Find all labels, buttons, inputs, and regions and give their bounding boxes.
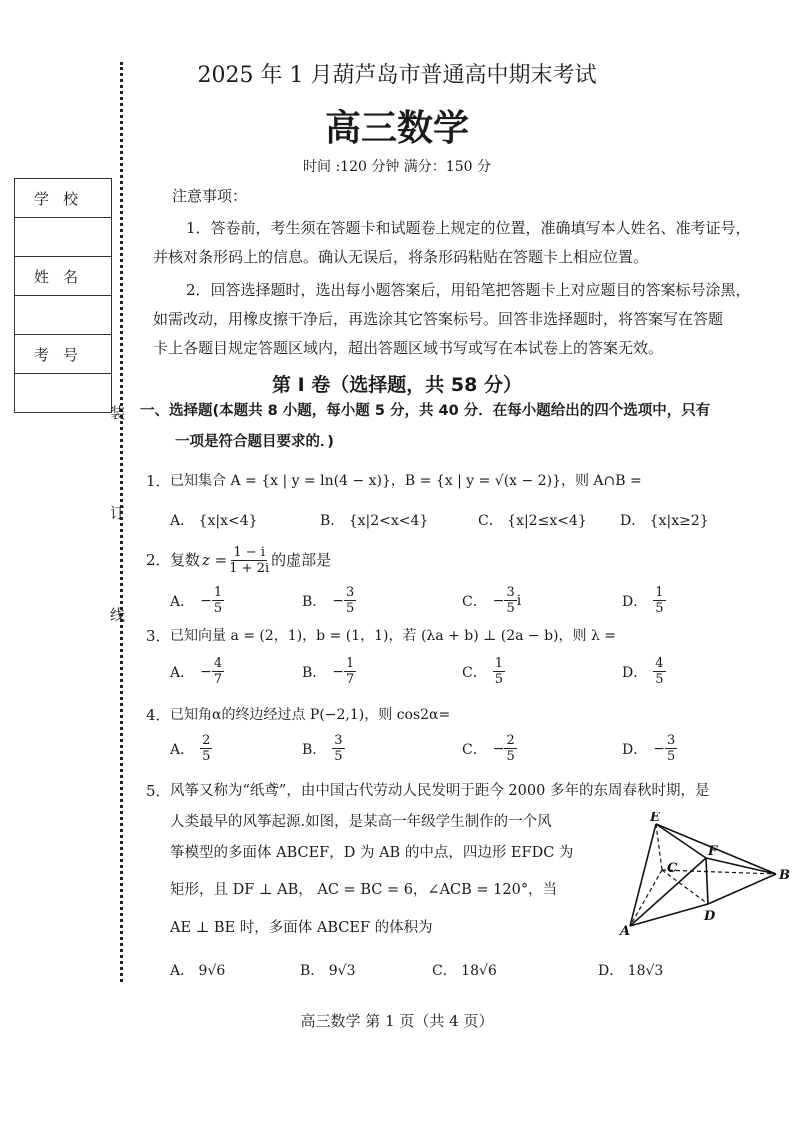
option-fraction [344,656,356,687]
notice-item1-a: 1．答卷前，考生须在答题卡和试题卷上规定的位置，准确填写本人姓名、准考证号， [186,219,751,237]
q3-option-b [302,656,356,687]
label-D: D [704,909,716,924]
edge-DB [708,874,776,904]
option-numerator: 3 [346,585,355,600]
option-fraction [332,733,344,764]
option-denominator: 5 [334,749,343,764]
option-sign: − [200,663,212,680]
notice-item2-a: 2．回答选择题时，选出每小题答案后，用铅笔把答题卡上对应题目的答案标号涂黑， [186,281,751,299]
label-A: A [620,924,631,938]
option-fraction [200,733,212,764]
name-label: 姓名 [15,257,111,296]
part1-line-a: 一、选择题(本题共 8 小题，每小题 5 分，共 40 分．在每小题给出的四个选项中，只有 [140,403,711,419]
q5-option-b: B． 9√3 [300,963,356,979]
option-sign: − [200,592,212,609]
option-denominator: 5 [666,749,676,764]
q4-option-c [462,733,517,764]
part1-line-b: 一项是符合题目要求的．) [175,434,334,450]
label-E: E [650,812,660,825]
option-fraction [212,585,224,616]
option-label: A． [170,593,195,610]
option-denominator: 5 [494,672,503,687]
subject-title: 高三数学 [324,108,469,149]
option-denominator: 5 [655,601,664,616]
question-3-stem: 已知向量 a = (2，1)，b = (1，1)，若 (λa + b) ⊥ (2a − b)，则 λ = [170,628,617,644]
option-numerator: 1 [346,656,355,671]
q5-option-c: C． 18√6 [432,963,497,979]
exam-no-label: 考号 [15,335,111,374]
q5-option-a: A． 9√6 [170,963,226,979]
option-label: C． [462,664,487,681]
option-fraction [493,656,505,687]
option-label: B． [302,593,327,610]
option-label: D． [622,664,648,681]
option-denominator: 5 [213,601,223,616]
school-label: 学校 [15,179,111,218]
option-numerator: 1 [213,585,223,600]
label-F: F [708,844,718,859]
question-1-stem: 已知集合 A = {x | y = ln(4 − x)}，B = {x | y = √(x − 2)}，则 A∩B = [170,473,642,489]
option-label: D． [622,741,648,758]
option-label: B． [302,664,327,681]
question-4-number: 4． [146,706,171,724]
q2-z: z = [202,551,228,569]
option-denominator: 7 [346,672,355,687]
option-numerator: 3 [666,733,676,748]
edge-EA [630,824,656,926]
option-denominator: 5 [506,601,515,616]
q1-option-c: C． {x|2≤x<4} [478,513,587,529]
q4-option-a [170,733,212,764]
q5-option-d: D． 18√3 [598,963,664,979]
option-numerator: 1 [494,656,503,671]
q2-stem-post: 的虚部是 [271,551,332,569]
notice-item2-c: 卡上各题目规定答题区域内，超出答题区域书写或写在本试卷上的答案无效。 [153,339,664,357]
school-blank [15,218,111,257]
option-fraction [344,585,356,616]
label-B: B [779,868,790,883]
option-numerator: 4 [213,656,223,671]
option-denominator: 5 [202,749,211,764]
edge-FB [706,858,776,874]
q1-option-b: B． {x|2<x<4} [320,513,429,529]
option-fraction [504,585,516,616]
q2-option-b [302,585,356,616]
option-sign: − [492,592,505,609]
option-denominator: 7 [213,672,223,687]
question-5-stem-e: AE ⊥ BE 时，多面体 ABCEF 的体积为 [170,920,433,936]
question-5-number: 5． [146,782,171,800]
option-fraction [653,656,665,687]
q2-option-a [170,585,224,616]
question-5-stem-d: 矩形，且 DF ⊥ AB， AC = BC = 6，∠ACB = 120°，当 [170,882,558,898]
option-label: C． [462,593,487,610]
option-label: B． [302,741,327,758]
q4-option-d [622,733,677,764]
polyhedron-figure [616,812,792,938]
seal-char-2: 订 [110,504,126,522]
q2-frac-num: 1 − i [233,544,265,560]
question-5-stem-b: 人类最早的风筝起源.如图，是某高一年级学生制作的一个风 [170,814,552,830]
option-fraction [212,656,224,687]
q2-option-c [462,585,521,616]
seal-char-3: 线 [110,606,126,624]
question-2-stem [170,540,331,580]
option-label: C． [462,741,487,758]
notice-item2-b: 如需改动，用橡皮擦干净后，再选涂其它答案标号。回答非选择题时，将答案写在答题 [153,310,724,328]
question-3-number: 3． [146,627,171,645]
q1-option-a: A． {x|x<4} [170,513,258,529]
edge-FD [706,858,708,904]
option-numerator: 1 [655,585,664,600]
page-footer: 高三数学 第 1 页（共 4 页） [300,1012,494,1030]
section-heading: 第 I 卷（选择题，共 58 分） [272,374,522,396]
option-fraction [665,733,677,764]
label-C: C [667,861,678,876]
option-numerator: 3 [334,733,343,748]
exam-title: 2025 年 1 月葫芦岛市普通高中期末考试 [197,63,597,88]
option-label: A． [170,664,195,681]
notice-item1-b: 并核对条形码上的信息。确认无误后，将条形码粘贴在答题卡上相应位置。 [153,248,649,266]
question-2-number: 2． [146,551,171,569]
option-suffix: i [516,592,522,609]
q4-option-b [302,733,345,764]
edge-EC [656,824,662,870]
question-1-number: 1． [146,472,171,490]
option-numerator: 2 [506,733,515,748]
question-5-stem-a: 风筝又称为“纸鸢”，由中国古代劳动人民发明于距今 2000 多年的东周春秋时期，是 [170,783,710,799]
q2-stem-pre: 复数 [170,551,201,569]
seal-char-1: 装 [110,404,126,422]
notice-heading: 注意事项： [172,187,248,205]
exam-meta: 时间 :120 分钟 满分：150 分 [303,159,491,175]
option-label: A． [170,741,195,758]
option-sign: − [492,740,505,757]
option-numerator: 4 [655,656,664,671]
name-blank [15,296,111,335]
q3-option-c [462,656,505,687]
q2-option-d [622,585,666,616]
option-fraction [504,733,516,764]
q2-frac-den: 1 + 2i [229,560,270,576]
option-sign: − [332,592,345,609]
q3-option-a [170,656,224,687]
option-denominator: 5 [346,601,355,616]
option-sign: − [332,663,345,680]
question-4-stem: 已知角α的终边经过点 P(−2,1)，则 cos2α= [170,707,451,723]
q3-option-d [622,656,666,687]
option-numerator: 3 [506,585,515,600]
option-denominator: 5 [506,749,515,764]
q2-fraction [227,545,271,576]
question-5-stem-c: 筝模型的多面体 ABCEF，D 为 AB 的中点，四边形 EFDC 为 [170,845,574,861]
option-denominator: 5 [655,672,664,687]
option-sign: − [653,740,665,757]
q1-option-d: D． {x|x≥2} [620,513,709,529]
option-numerator: 2 [202,733,211,748]
option-fraction [653,585,665,616]
option-label: D． [622,593,648,610]
